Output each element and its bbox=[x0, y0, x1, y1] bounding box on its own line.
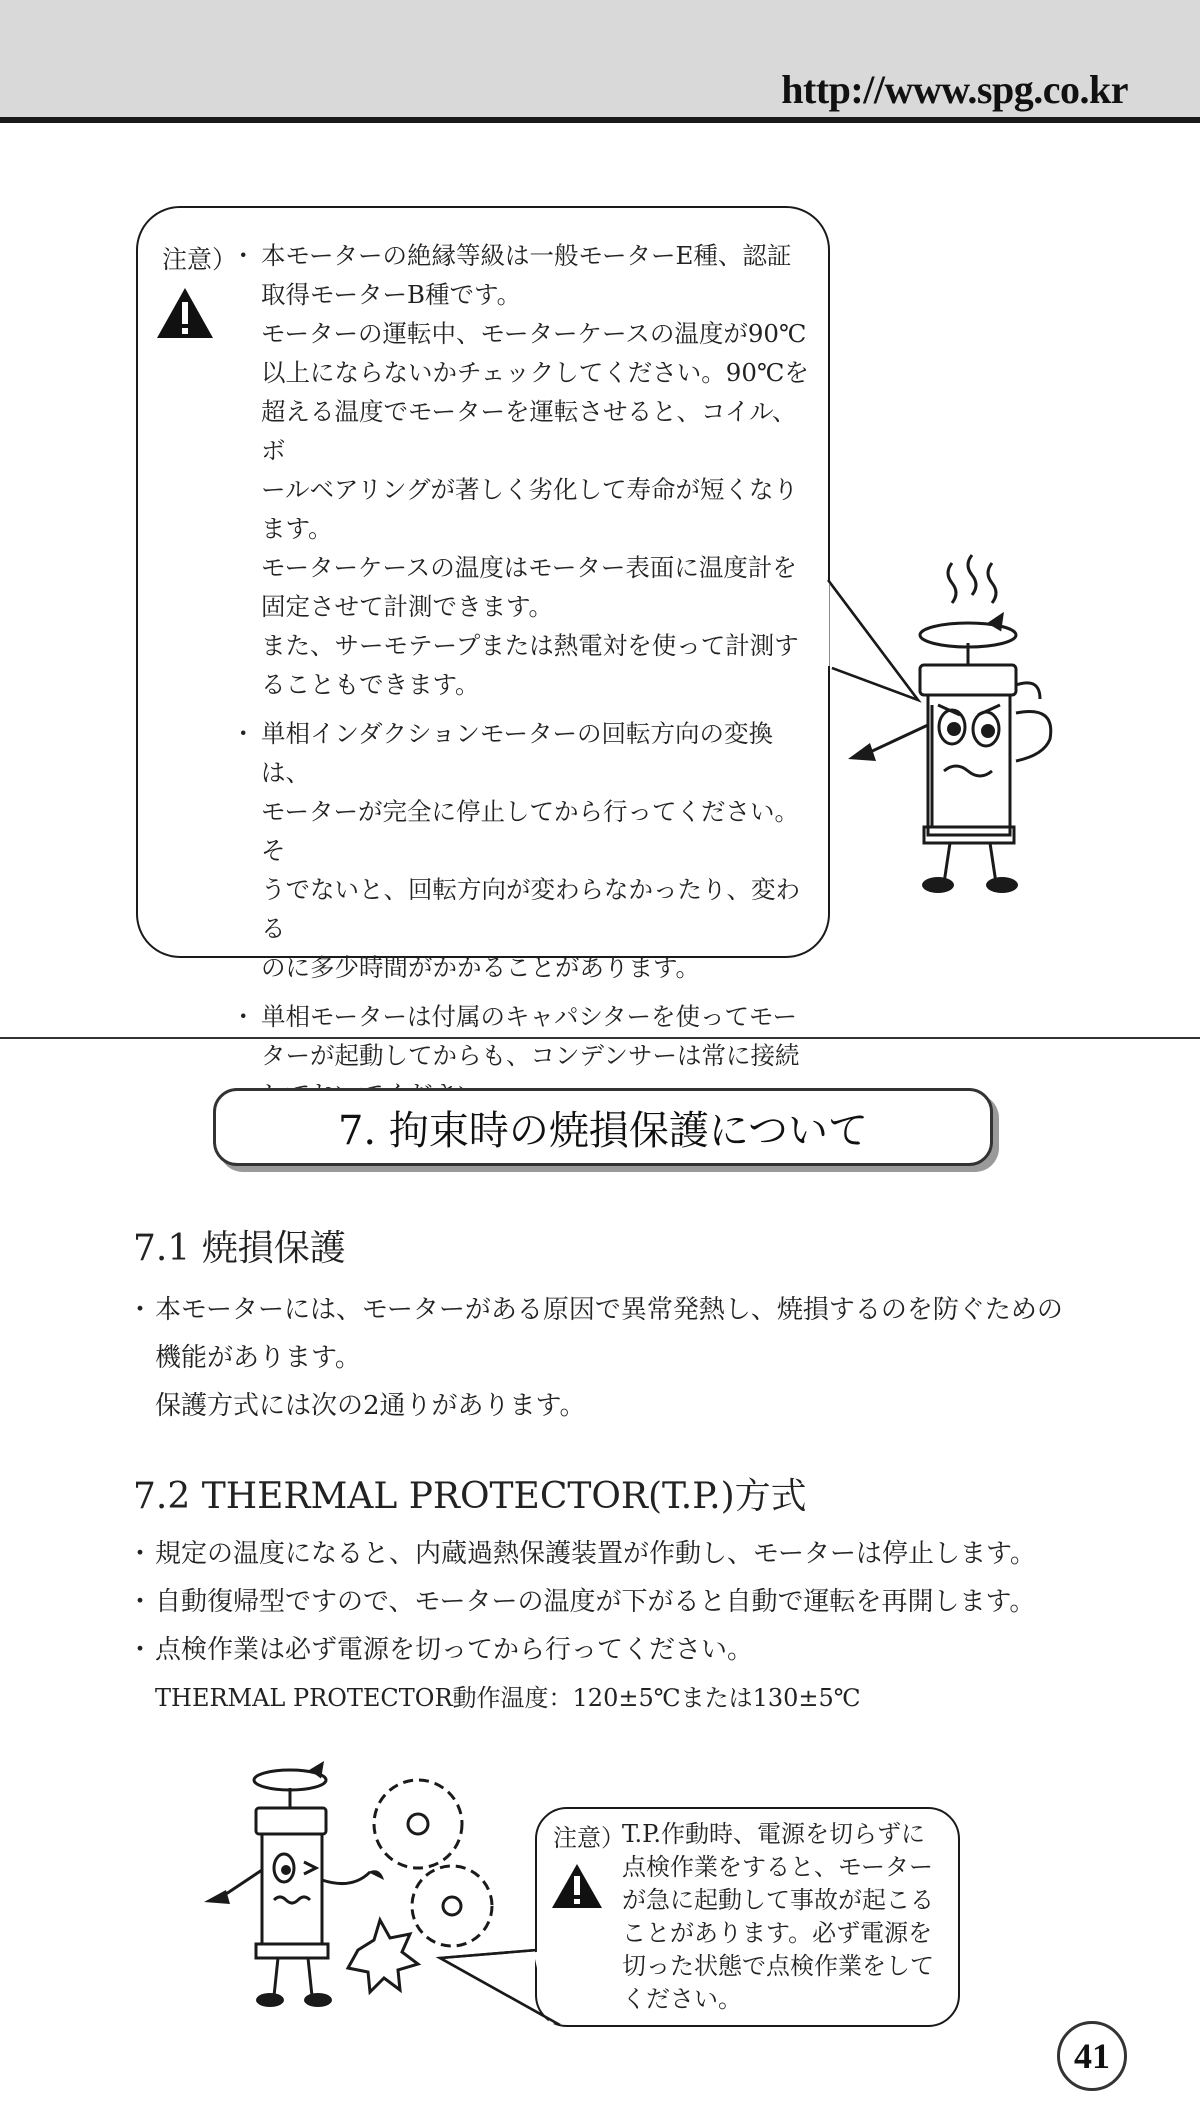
warning-icon bbox=[550, 1862, 604, 1910]
text-line: モーターケースの温度はモーター表面に温度計を bbox=[261, 553, 797, 582]
text-line: 固定させて計測できます。 bbox=[261, 592, 554, 621]
text-line: 切った状態で点検作業をして bbox=[622, 1952, 934, 1980]
subsection-heading: 7.1 焼損保護 bbox=[133, 1228, 346, 1269]
text-line: 超える温度でモーターを運転させると、コイル、ボ bbox=[261, 397, 797, 465]
text-line: ・ 自動復帰型ですので、モーターの温度が下がると自動で運転を再開します。 bbox=[133, 1578, 1113, 1626]
text-line: ・ 本モーターの絶縁等級は一般モーターE種、認証 bbox=[261, 241, 792, 270]
text-line: のに多少時間がかかることがあります。 bbox=[261, 953, 701, 982]
text-line: ・ 規定の温度になると、内蔵過熱保護装置が作動し、モーターは停止します。 bbox=[133, 1530, 1113, 1578]
caution-label: 注意） bbox=[162, 245, 238, 274]
text-line: うでないと、回転方向が変わらなかったり、変わる bbox=[261, 875, 800, 943]
website-url: http://www.spg.co.kr bbox=[781, 67, 1128, 112]
text-line: THERMAL PROTECTOR動作温度：120±5℃または130±5℃ bbox=[155, 1684, 861, 1712]
text-line: が急に起動して事故が起こる bbox=[622, 1886, 934, 1914]
text-line: T.P.作動時、電源を切らずに bbox=[622, 1820, 926, 1848]
text-line: ールベアリングが著しく劣化して寿命が短くなり bbox=[261, 475, 799, 504]
caution-label: 注意） bbox=[553, 1824, 625, 1852]
page-number-text: 41 bbox=[1074, 2036, 1110, 2076]
text-line: ・ 点検作業は必ず電源を切ってから行ってください。 bbox=[133, 1626, 1113, 1674]
caution-text bbox=[622, 1818, 952, 2016]
text-line: ・ 本モーターには、モーターがある原因で異常発熱し、焼損するのを防ぐための bbox=[133, 1286, 1113, 1334]
text-line: ターが起動してからも、コンデンサーは常に接続 bbox=[261, 1041, 800, 1070]
text-line: ください。 bbox=[622, 1985, 742, 2013]
text-line: 取得モーターB種です。 bbox=[261, 280, 522, 309]
text-line: ・ 単相インダクションモーターの回転方向の変換は、 bbox=[261, 719, 774, 787]
text-line: また、サーモテープまたは熱電対を使って計測す bbox=[261, 631, 799, 660]
text-line: モーターの運転中、モーターケースの温度が90℃ bbox=[261, 319, 807, 348]
text-line: 以上にならないかチェックしてください。90℃を bbox=[261, 358, 809, 387]
text-line: 機能があります。 bbox=[155, 1343, 361, 1373]
page-number bbox=[1057, 2021, 1127, 2091]
section-title-text: 7. 拘束時の焼損保護について bbox=[337, 1107, 869, 1154]
subsection-heading: 7.2 THERMAL PROTECTOR(T.P.)方式 bbox=[133, 1476, 807, 1517]
text-line: モーターが完全に停止してから行ってください。そ bbox=[261, 797, 800, 865]
text-line: 点検作業をすると、モーター bbox=[622, 1853, 934, 1881]
text-line: ることもできます。 bbox=[261, 670, 480, 699]
text-line: ます。 bbox=[261, 514, 333, 543]
text-line: ことがあります。必ず電源を bbox=[622, 1919, 933, 1947]
text-line: 保護方式には次の2通りがあります。 bbox=[155, 1391, 586, 1421]
text-line: ・ 単相モーターは付属のキャパシターを使ってモー bbox=[261, 1002, 798, 1031]
